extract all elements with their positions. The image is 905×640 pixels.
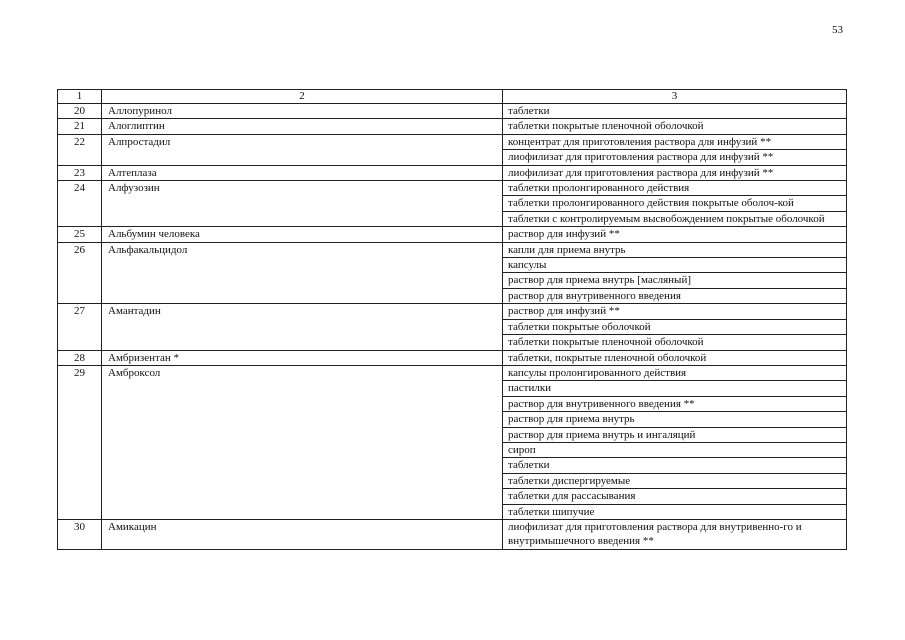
drug-name: Амантадин bbox=[102, 304, 503, 350]
drug-name: Алпростадил bbox=[102, 134, 503, 165]
dosage-form: таблетки bbox=[503, 104, 847, 119]
table-row bbox=[58, 519, 847, 549]
table-header-row bbox=[58, 90, 847, 104]
row-number: 25 bbox=[58, 227, 102, 242]
table-row bbox=[58, 304, 847, 319]
dosage-form: раствор для приема внутрь bbox=[503, 412, 847, 427]
row-number: 28 bbox=[58, 350, 102, 365]
table-row bbox=[58, 350, 847, 365]
column-header-name: 2 bbox=[102, 90, 503, 104]
dosage-form: таблетки шипучие bbox=[503, 504, 847, 519]
row-number: 30 bbox=[58, 519, 102, 549]
drug-name: Алфузозин bbox=[102, 181, 503, 227]
dosage-form: таблетки покрытые пленочной оболочкой bbox=[503, 335, 847, 350]
table-row bbox=[58, 165, 847, 180]
dosage-form: раствор для внутривенного введения bbox=[503, 288, 847, 303]
dosage-form: таблетки пролонгированного действия покрытые оболоч-кой bbox=[503, 196, 847, 211]
row-number: 21 bbox=[58, 119, 102, 134]
dosage-form: таблетки для рассасывания bbox=[503, 489, 847, 504]
drug-name: Алоглиптин bbox=[102, 119, 503, 134]
dosage-form: раствор для инфузий ** bbox=[503, 227, 847, 242]
dosage-form: раствор для инфузий ** bbox=[503, 304, 847, 319]
dosage-form: пастилки bbox=[503, 381, 847, 396]
dosage-form: таблетки покрытые оболочкой bbox=[503, 319, 847, 334]
dosage-form: таблетки с контролируемым высвобождением покрытые оболочкой bbox=[503, 211, 847, 226]
dosage-form: лиофилизат для приготовления раствора для внутривенно-го и внутримышечного введения ** bbox=[503, 519, 847, 549]
dosage-form: таблетки bbox=[503, 458, 847, 473]
dosage-form: сироп bbox=[503, 442, 847, 457]
row-number: 23 bbox=[58, 165, 102, 180]
drug-name: Аллопуринол bbox=[102, 104, 503, 119]
dosage-form: таблетки, покрытые пленочной оболочкой bbox=[503, 350, 847, 365]
dosage-form: раствор для приема внутрь [масляный] bbox=[503, 273, 847, 288]
table-row bbox=[58, 104, 847, 119]
table-row bbox=[58, 181, 847, 196]
table-row bbox=[58, 365, 847, 380]
dosage-form: капли для приема внутрь bbox=[503, 242, 847, 257]
row-number: 22 bbox=[58, 134, 102, 165]
table-row bbox=[58, 242, 847, 257]
row-number: 29 bbox=[58, 365, 102, 519]
row-number: 27 bbox=[58, 304, 102, 350]
table-row bbox=[58, 227, 847, 242]
table-row bbox=[58, 134, 847, 149]
dosage-form: таблетки покрытые пленочной оболочкой bbox=[503, 119, 847, 134]
row-number: 26 bbox=[58, 242, 102, 304]
dosage-form: капсулы пролонгированного действия bbox=[503, 365, 847, 380]
column-header-form: 3 bbox=[503, 90, 847, 104]
page-number: 53 bbox=[832, 24, 843, 36]
dosage-form: лиофилизат для приготовления раствора для инфузий ** bbox=[503, 165, 847, 180]
dosage-form: раствор для приема внутрь и ингаляций bbox=[503, 427, 847, 442]
drug-name: Алтеплаза bbox=[102, 165, 503, 180]
drug-list-table bbox=[57, 89, 847, 550]
row-number: 20 bbox=[58, 104, 102, 119]
dosage-form: капсулы bbox=[503, 258, 847, 273]
drug-name: Амброксол bbox=[102, 365, 503, 519]
table-row bbox=[58, 119, 847, 134]
row-number: 24 bbox=[58, 181, 102, 227]
drug-name: Альфакальцидол bbox=[102, 242, 503, 304]
dosage-form: таблетки пролонгированного действия bbox=[503, 181, 847, 196]
drug-name: Амикацин bbox=[102, 519, 503, 549]
dosage-form: раствор для внутривенного введения ** bbox=[503, 396, 847, 411]
table-body bbox=[58, 90, 847, 550]
drug-name: Амбризентан * bbox=[102, 350, 503, 365]
drug-name: Альбумин человека bbox=[102, 227, 503, 242]
dosage-form: концентрат для приготовления раствора для инфузий ** bbox=[503, 134, 847, 149]
column-header-number: 1 bbox=[58, 90, 102, 104]
dosage-form: таблетки диспергируемые bbox=[503, 473, 847, 488]
dosage-form: лиофилизат для приготовления раствора для инфузий ** bbox=[503, 150, 847, 165]
